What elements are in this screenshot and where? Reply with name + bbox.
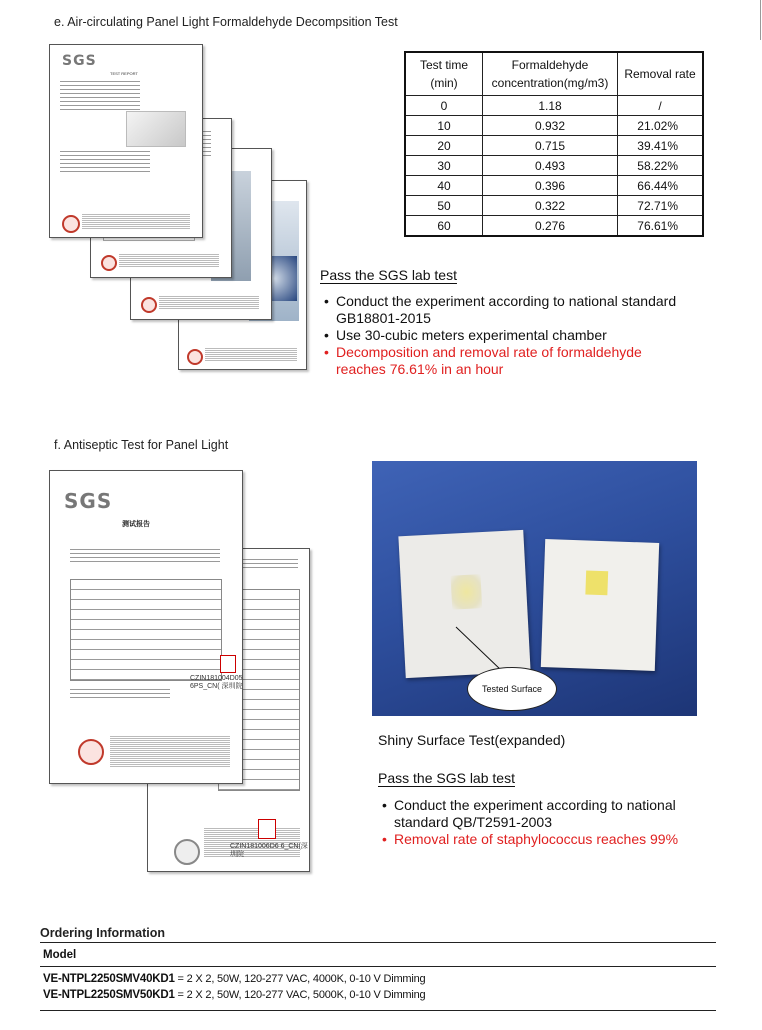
header-removal-rate: Removal rate [618, 52, 704, 96]
cell-time: 40 [405, 176, 483, 196]
cell-concentration: 0.493 [483, 156, 618, 176]
cell-removal: 58.22% [618, 156, 704, 176]
model-label: Model [43, 949, 77, 961]
cell-concentration: 0.396 [483, 176, 618, 196]
cell-removal: 76.61% [618, 216, 704, 237]
cell-removal: 66.44% [618, 176, 704, 196]
bullet-item-highlight: • Decomposition and removal rate of formaldehyde reaches 76.61% in an hour [324, 344, 684, 378]
cell-concentration: 0.932 [483, 116, 618, 136]
ordering-title: Ordering Information [40, 926, 165, 940]
cell-time: 50 [405, 196, 483, 216]
bullet-item: • Conduct the experiment according to national standard GB18801-2015 [324, 293, 684, 327]
table-row [405, 176, 703, 196]
photo-caption: Shiny Surface Test(expanded) [378, 732, 566, 748]
pdf-icon [258, 819, 276, 839]
cell-time: 10 [405, 116, 483, 136]
cell-time: 30 [405, 156, 483, 176]
cell-concentration: 1.18 [483, 96, 618, 116]
cell-time: 0 [405, 96, 483, 116]
ordering-divider-bottom [40, 1010, 716, 1011]
ordering-divider-mid [40, 966, 716, 967]
tested-samples-photo [372, 461, 697, 716]
bullet-item: • Conduct the experiment according to national standard QB/T2591-2003 [382, 797, 712, 831]
cell-concentration: 0.276 [483, 216, 618, 237]
model-code: VE-NTPL2250SMV50KD1 [43, 989, 175, 1001]
table-row [405, 96, 703, 116]
table-row [405, 196, 703, 216]
report-page-front [49, 470, 243, 784]
tested-surface-callout: Tested Surface [467, 667, 557, 711]
cell-concentration: 0.322 [483, 196, 618, 216]
table-row [405, 156, 703, 176]
antiseptic-bullets [382, 797, 712, 848]
cell-concentration: 0.715 [483, 136, 618, 156]
model-code: VE-NTPL2250SMV40KD1 [43, 973, 175, 985]
model-desc: = 2 X 2, 50W, 120-277 VAC, 5000K, 0-10 V Dimming [174, 989, 426, 1001]
report-page-1 [49, 44, 203, 238]
pass-sgs-heading-e: Pass the SGS lab test [320, 267, 457, 283]
cell-removal: 21.02% [618, 116, 704, 136]
formaldehyde-bullets [324, 293, 684, 378]
cell-removal: 72.71% [618, 196, 704, 216]
formaldehyde-table [404, 51, 704, 237]
bullet-item-highlight: • Removal rate of staphylococcus reaches 99% [382, 831, 712, 848]
table-row [405, 136, 703, 156]
report-heading: TEST REPORT [110, 71, 138, 76]
cell-time: 20 [405, 136, 483, 156]
model-line-1 [43, 973, 425, 985]
cell-removal: 39.41% [618, 136, 704, 156]
ordering-divider-top [40, 942, 716, 943]
table-row [405, 216, 703, 237]
pdf-icon [220, 655, 236, 673]
pass-sgs-heading-f: Pass the SGS lab test [378, 770, 515, 786]
section-e-title: e. Air-circulating Panel Light Formaldehyde Decompsition Test [54, 15, 398, 29]
table-row [405, 116, 703, 136]
header-concentration: Formaldehyde concentration(mg/m3) [483, 52, 618, 96]
header-test-time: Test time (min) [405, 52, 483, 96]
report-heading: 测试报告 [122, 521, 150, 528]
sgs-logo: SGS [64, 489, 113, 513]
model-line-2 [43, 989, 425, 1001]
pdf-label-back: CZIN181006D6 6_CN(深圳院 [230, 843, 308, 858]
section-f-title: f. Antiseptic Test for Panel Light [54, 438, 229, 452]
table-header-row [405, 52, 703, 96]
page-edge-line [760, 0, 761, 40]
cell-removal: / [618, 96, 704, 116]
bullet-item: • Use 30-cubic meters experimental chamber [324, 327, 684, 344]
cell-time: 60 [405, 216, 483, 237]
sgs-logo: SGS [62, 53, 97, 69]
model-desc: = 2 X 2, 50W, 120-277 VAC, 4000K, 0-10 V Dimming [174, 973, 426, 985]
pdf-label-front: CZIN181004D05 6PS_CN( 深圳院 [190, 675, 243, 690]
